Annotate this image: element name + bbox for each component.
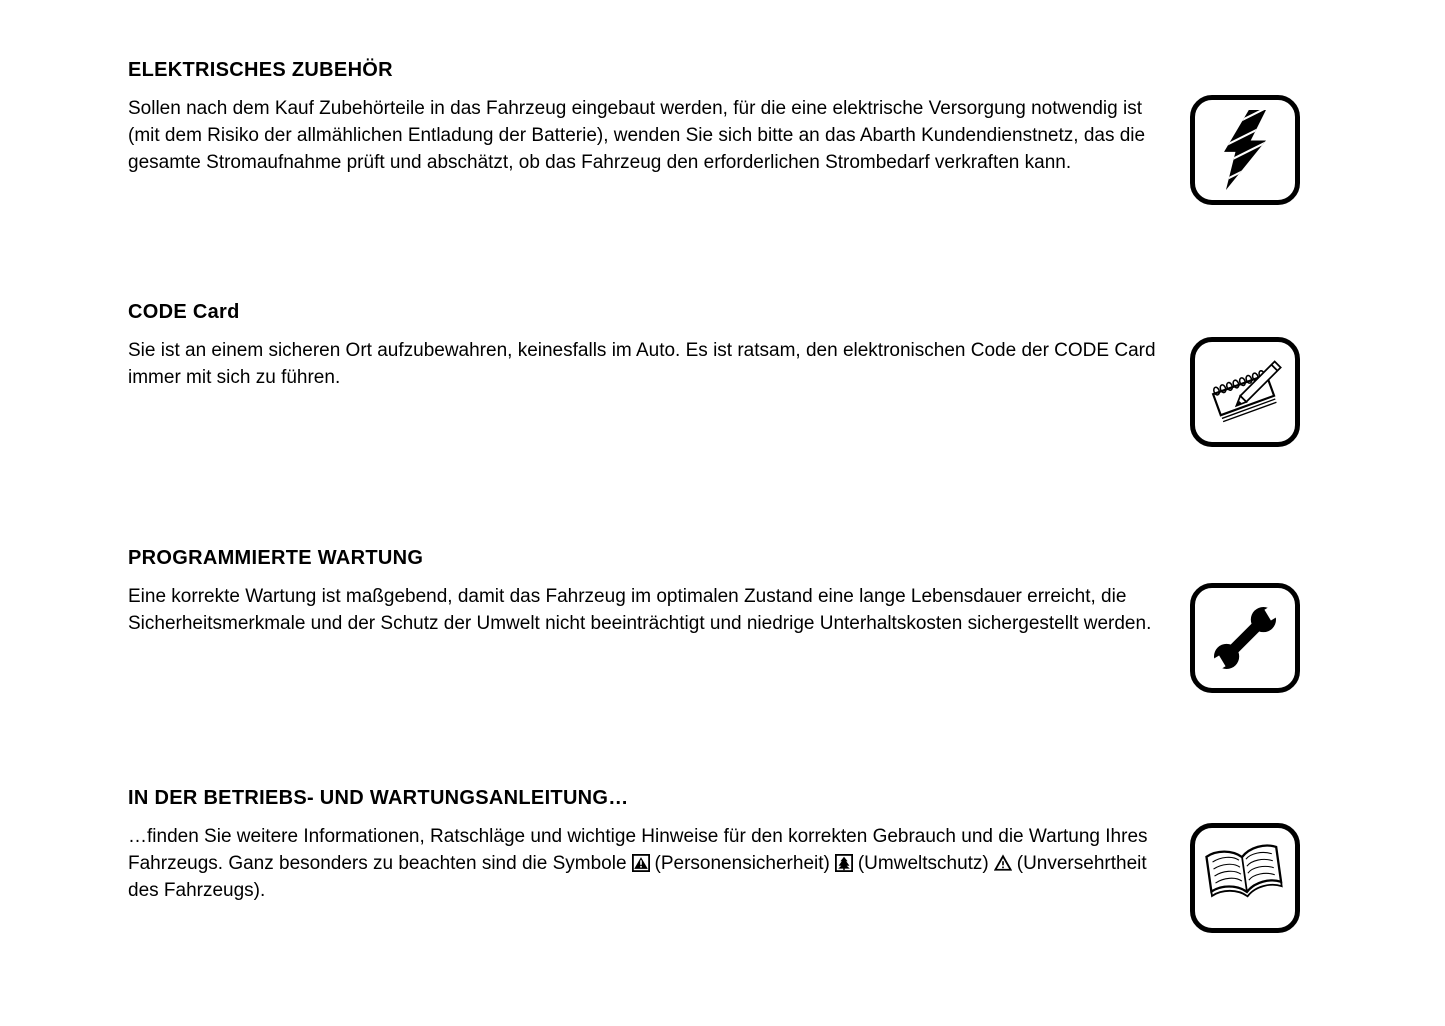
body-text: (Personensicherheit) bbox=[654, 853, 830, 874]
vehicle-integrity-symbol bbox=[994, 854, 1012, 872]
section-heading: IN DER BETRIEBS- UND WARTUNGSANLEITUNG… bbox=[128, 787, 629, 809]
section-code-card bbox=[128, 300, 1300, 447]
section-heading: ELEKTRISCHES ZUBEHÖR bbox=[128, 59, 393, 81]
section-content-row bbox=[128, 95, 1300, 205]
body-text: …finden Sie weitere Informationen, Ratschläge und wichtige Hinweise für den korrekten Gebrauch und die Wartung Ihres Fahrzeugs. Ganz besonders zu beachten sind die Symbole bbox=[128, 826, 1148, 874]
section-content-row bbox=[128, 583, 1300, 693]
section-body bbox=[128, 823, 1176, 904]
section-scheduled-maintenance bbox=[128, 546, 1300, 693]
section-heading: CODE Card bbox=[128, 301, 240, 323]
open-book-icon bbox=[1190, 823, 1300, 933]
body-text: (Umweltschutz) bbox=[857, 853, 989, 874]
section-heading: PROGRAMMIERTE WARTUNG bbox=[128, 547, 424, 569]
wrench-icon bbox=[1190, 583, 1300, 693]
section-content-row bbox=[128, 823, 1300, 933]
notepad-pencil-icon bbox=[1190, 337, 1300, 447]
section-owners-manual bbox=[128, 786, 1300, 933]
section-content-row bbox=[128, 337, 1300, 447]
section-body: Eine korrekte Wartung ist maßgebend, damit das Fahrzeug im optimalen Zustand eine lange Lebensdauer erreicht, die Sicherheitsmerkmale und der Schutz der Umwelt nicht beeinträchtigt und niedrige Unterhaltskosten sichergestellt werden. bbox=[128, 586, 1152, 634]
section-body: Sie ist an einem sicheren Ort aufzubewahren, keinesfalls im Auto. Es ist ratsam, den elektronischen Code der CODE Card immer mit sich zu führen. bbox=[128, 340, 1156, 388]
section-body: Sollen nach dem Kauf Zubehörteile in das Fahrzeug eingebaut werden, für die eine elektrische Versorgung notwendig ist (mit dem Risiko der allmählichen Entladung der Batterie), wenden Sie sich bitte an das Abarth Kundendienstnetz, das die gesamte Stromaufnahme prüft und abschätzt, ob das Fahrzeug den erforderlichen Strombedarf verkraften kann. bbox=[128, 98, 1146, 173]
body-text: (Unversehrtheit des Fahrzeugs). bbox=[128, 853, 1147, 901]
section-electrical-accessories bbox=[128, 58, 1300, 205]
environment-symbol bbox=[835, 854, 853, 872]
lightning-bolt-icon bbox=[1190, 95, 1300, 205]
person-safety-symbol bbox=[632, 854, 650, 872]
